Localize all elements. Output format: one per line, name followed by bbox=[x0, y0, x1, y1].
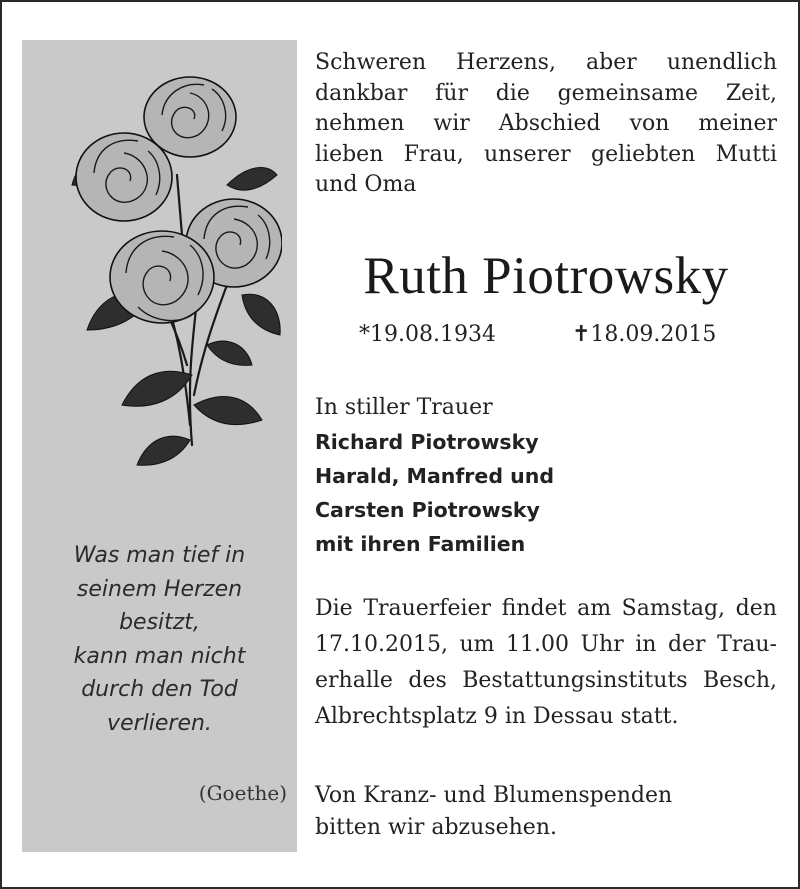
word: Zeit, bbox=[725, 80, 777, 106]
intro-line bbox=[315, 79, 777, 110]
word: Trauerfeier bbox=[363, 596, 492, 621]
word: dankbar bbox=[315, 80, 408, 106]
word: den bbox=[735, 596, 777, 621]
word: Herzens, bbox=[456, 50, 556, 75]
deceased-name: Ruth Piotrowsky bbox=[363, 247, 729, 305]
ceremony-line: Albrechtsplatz 9 in Dessau statt. bbox=[315, 704, 679, 729]
mourners-heading: In stiller Trauer bbox=[315, 395, 493, 420]
flowers-note bbox=[315, 780, 672, 844]
birth-date: *19.08.1934 bbox=[359, 322, 496, 347]
flowers-line: Von Kranz- und Blumenspenden bbox=[315, 783, 673, 808]
word: Uhr bbox=[580, 632, 624, 657]
word: 17.10.2015, bbox=[315, 632, 448, 657]
quote-line: besitzt, bbox=[119, 610, 200, 635]
quote-author: (Goethe) bbox=[198, 781, 287, 805]
word: des bbox=[408, 668, 447, 693]
mourners-block bbox=[315, 391, 554, 561]
intro-text bbox=[315, 48, 777, 201]
intro-line bbox=[315, 109, 777, 140]
word: geliebten bbox=[590, 141, 696, 167]
word: Samstag, bbox=[621, 596, 726, 621]
word: um bbox=[459, 632, 495, 657]
word: meiner bbox=[698, 111, 777, 136]
intro-line bbox=[315, 48, 777, 79]
word: in bbox=[635, 632, 657, 657]
word: wir bbox=[433, 111, 470, 136]
ceremony-line bbox=[315, 627, 777, 663]
word: findet bbox=[501, 596, 567, 621]
death-date: ✝18.09.2015 bbox=[572, 322, 717, 347]
quote-line: durch den Tod bbox=[81, 677, 238, 702]
word: der bbox=[667, 632, 706, 657]
goethe-quote bbox=[22, 539, 297, 740]
roses-illustration-icon bbox=[52, 45, 282, 475]
word: unserer bbox=[484, 141, 571, 167]
word: aber bbox=[586, 50, 637, 75]
word: lieben bbox=[315, 141, 384, 167]
ceremony-line bbox=[315, 591, 777, 627]
word: 11.00 bbox=[506, 632, 569, 657]
quote-line: verlieren. bbox=[107, 710, 212, 736]
ceremony-text bbox=[315, 591, 777, 735]
word: Bestattungsinstituts bbox=[462, 668, 688, 693]
word: Frau, bbox=[403, 141, 464, 167]
word: Besch, bbox=[703, 668, 777, 693]
ceremony-line bbox=[315, 663, 777, 699]
word: Schweren bbox=[315, 50, 427, 75]
word: nehmen bbox=[315, 111, 405, 136]
quote-line: seinem Herzen bbox=[76, 576, 243, 602]
flowers-line: bitten wir abzusehen. bbox=[315, 815, 557, 840]
mourner-name: Richard Piotrowsky bbox=[315, 430, 539, 454]
word: die bbox=[495, 80, 530, 106]
word: Trau- bbox=[717, 632, 777, 657]
side-panel bbox=[22, 40, 297, 852]
quote-line: Was man tief in bbox=[73, 543, 246, 568]
word: Mutti bbox=[715, 141, 777, 167]
intro-line bbox=[315, 140, 777, 171]
intro-line: und Oma bbox=[315, 172, 417, 197]
word: am bbox=[577, 596, 612, 621]
quote-line: kann man nicht bbox=[73, 643, 246, 669]
word: von bbox=[629, 111, 670, 136]
mourner-name: Carsten Piotrowsky bbox=[315, 498, 540, 522]
word: für bbox=[435, 80, 468, 106]
mourner-name: Harald, Manfred und bbox=[315, 464, 554, 488]
word: gemeinsame bbox=[557, 80, 699, 106]
word: unendlich bbox=[666, 50, 777, 75]
mourner-name: mit ihren Familien bbox=[315, 532, 526, 556]
word: Abschied bbox=[498, 111, 601, 136]
word: Die bbox=[315, 596, 353, 621]
word: erhalle bbox=[315, 668, 393, 693]
